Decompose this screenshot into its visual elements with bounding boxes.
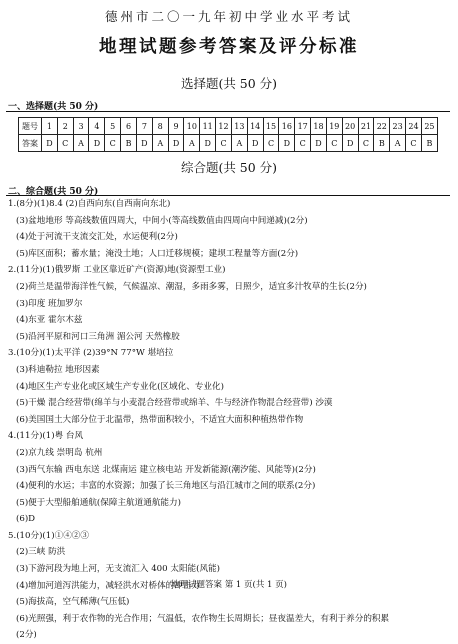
question-number-row bbox=[19, 118, 438, 135]
answer-row bbox=[19, 135, 438, 152]
answer-cell: D bbox=[42, 135, 58, 152]
question-number-cell: 13 bbox=[231, 118, 247, 135]
answer-line: (5)沿河平原和河口三角洲 湄公河 天然橡胶 bbox=[16, 331, 180, 342]
question-number-cell: 6 bbox=[121, 118, 137, 135]
answer-cell: D bbox=[279, 135, 295, 152]
answer-cell: D bbox=[311, 135, 327, 152]
answer-body bbox=[8, 196, 448, 644]
answer-line: (4)东亚 霍尔木兹 bbox=[16, 315, 83, 326]
answer-cell: B bbox=[121, 135, 137, 152]
answer-line: (3)印度 班加罗尔 bbox=[16, 298, 83, 309]
answer-line: 5.(10分)(1)①④②③ bbox=[8, 530, 89, 541]
answer-cell: D bbox=[136, 135, 152, 152]
answer-line: (6)D bbox=[16, 514, 36, 525]
answer-cell: D bbox=[89, 135, 105, 152]
answer-line: 1.(8分)(1)8.4 (2)自西向东(自西南向东北) bbox=[8, 199, 171, 209]
answer-cell: C bbox=[295, 135, 311, 152]
answer-cell: C bbox=[105, 135, 121, 152]
question-number-cell: 14 bbox=[247, 118, 263, 135]
question-number-cell: 18 bbox=[311, 118, 327, 135]
divider bbox=[6, 111, 450, 112]
answer-cell: C bbox=[358, 135, 374, 152]
answer-line: (4)处于河流干支流交汇处，水运便利(2分) bbox=[16, 232, 178, 243]
question-number-cell: 15 bbox=[263, 118, 279, 135]
answer-line: (2分) bbox=[16, 630, 37, 641]
question-number-cell: 4 bbox=[89, 118, 105, 135]
answer-line: (3)下游河段为地上河，无支流汇入 400 太阳能(风能) bbox=[16, 564, 221, 575]
answer-line: (6)美国国土大部分位于北温带，热带面积较小，不适宜大面积种植热带作物 bbox=[16, 414, 304, 425]
answer-cell: A bbox=[231, 135, 247, 152]
answer-line: 2.(11分)(1)俄罗斯 工业区靠近矿产(资源)地(资源型工业) bbox=[8, 265, 226, 276]
answer-cell: B bbox=[421, 135, 437, 152]
question-number-cell: 8 bbox=[152, 118, 168, 135]
answer-line: (2)三峡 防洪 bbox=[16, 547, 66, 558]
question-number-cell: 16 bbox=[279, 118, 295, 135]
question-number-cell: 5 bbox=[105, 118, 121, 135]
question-number-cell: 12 bbox=[216, 118, 232, 135]
answer-cell: A bbox=[73, 135, 89, 152]
answer-line: 4.(11分)(1)粤 台风 bbox=[8, 431, 84, 442]
section1-label: 一、选择题(共 50 分) bbox=[8, 102, 99, 112]
answer-line: (2)京九线 崇明岛 杭州 bbox=[16, 447, 103, 458]
answer-line: (5)库区面积；蓄水量；淹没土地；人口迁移规模；建坝工程量等方面(2分) bbox=[16, 248, 299, 259]
answer-line: (4)增加河道泻洪能力，减轻洪水对桥体的冲击力 bbox=[16, 580, 201, 591]
question-number-cell: 20 bbox=[342, 118, 358, 135]
answer-line: (6)光照强，利于农作物的光合作用；气温低，农作物生长周期长；昼夜温差大，有利于养分的积累 bbox=[16, 613, 390, 624]
exam-title: 德州市二〇一九年初中学业水平考试 bbox=[104, 9, 353, 24]
answer-line: (3)盆地地形 等高线数值四周大，中间小(等高线数值由四周向中间递减)(2分) bbox=[16, 215, 308, 226]
answer-line: (3)西气东输 西电东送 北煤南运 建立核电站 开发新能源(潮汐能、风能等)(2分) bbox=[16, 464, 316, 475]
section2-heading: 综合题(共 50 分) bbox=[180, 160, 278, 175]
question-number-cell: 9 bbox=[168, 118, 184, 135]
question-number-cell: 21 bbox=[358, 118, 374, 135]
answer-line: (5)海拔高，空气稀薄(气压低) bbox=[16, 597, 130, 608]
answer-cell: C bbox=[326, 135, 342, 152]
question-number-cell: 1 bbox=[42, 118, 58, 135]
answer-cell: A bbox=[152, 135, 168, 152]
question-number-cell: 11 bbox=[200, 118, 216, 135]
answer-line: (3)科迪勒拉 地形因素 bbox=[16, 364, 100, 375]
answer-cell: C bbox=[406, 135, 422, 152]
question-number-cell: 24 bbox=[406, 118, 422, 135]
page-footer: 地理试题答案 第 1 页(共 1 页) bbox=[171, 580, 287, 590]
question-number-cell: 25 bbox=[421, 118, 437, 135]
answer-cell: A bbox=[390, 135, 406, 152]
answer-table bbox=[18, 117, 438, 152]
answer-line: (2)荷兰是温带海洋性气候，气候温凉、潮湿，多雨多雾，日照少，适宜多汁牧草的生长(2分) bbox=[16, 281, 367, 292]
answer-cell: C bbox=[216, 135, 232, 152]
section1-heading: 选择题(共 50 分) bbox=[180, 76, 278, 91]
document-title: 地理试题参考答案及评分标准 bbox=[99, 37, 359, 57]
question-number-cell: 10 bbox=[184, 118, 200, 135]
answer-line: 3.(10分)(1)太平洋 (2)39°N 77°W 堪培拉 bbox=[8, 348, 174, 359]
answer-cell: C bbox=[57, 135, 73, 152]
question-number-cell: 2 bbox=[57, 118, 73, 135]
answer-cell: D bbox=[342, 135, 358, 152]
answer-cell: D bbox=[168, 135, 184, 152]
question-number-cell: 22 bbox=[374, 118, 390, 135]
question-number-cell: 7 bbox=[136, 118, 152, 135]
answer-cell: A bbox=[184, 135, 200, 152]
row-header-answer: 答案 bbox=[19, 135, 42, 152]
question-number-cell: 19 bbox=[326, 118, 342, 135]
row-header-question: 题号 bbox=[19, 118, 42, 135]
answer-line: (5)便于大型船舶通航(保障主航道通航能力) bbox=[16, 497, 181, 508]
answer-cell: D bbox=[200, 135, 216, 152]
answer-line: (4)便利的水运；丰富的水资源；加强了长三角地区与沿江城市之间的联系(2分) bbox=[16, 481, 316, 492]
answer-cell: D bbox=[247, 135, 263, 152]
answer-line: (5)干燥 混合经营带(绵羊与小麦混合经营带或绵羊、牛与经济作物混合经营带) 沙漠 bbox=[16, 398, 333, 409]
question-number-cell: 17 bbox=[295, 118, 311, 135]
answer-line: (4)地区生产专业化或区域生产专业化(区域化、专业化) bbox=[16, 381, 224, 392]
answer-cell: C bbox=[263, 135, 279, 152]
answer-cell: B bbox=[374, 135, 390, 152]
question-number-cell: 3 bbox=[73, 118, 89, 135]
section2-label: 二、综合题(共 50 分) bbox=[8, 187, 99, 197]
question-number-cell: 23 bbox=[390, 118, 406, 135]
